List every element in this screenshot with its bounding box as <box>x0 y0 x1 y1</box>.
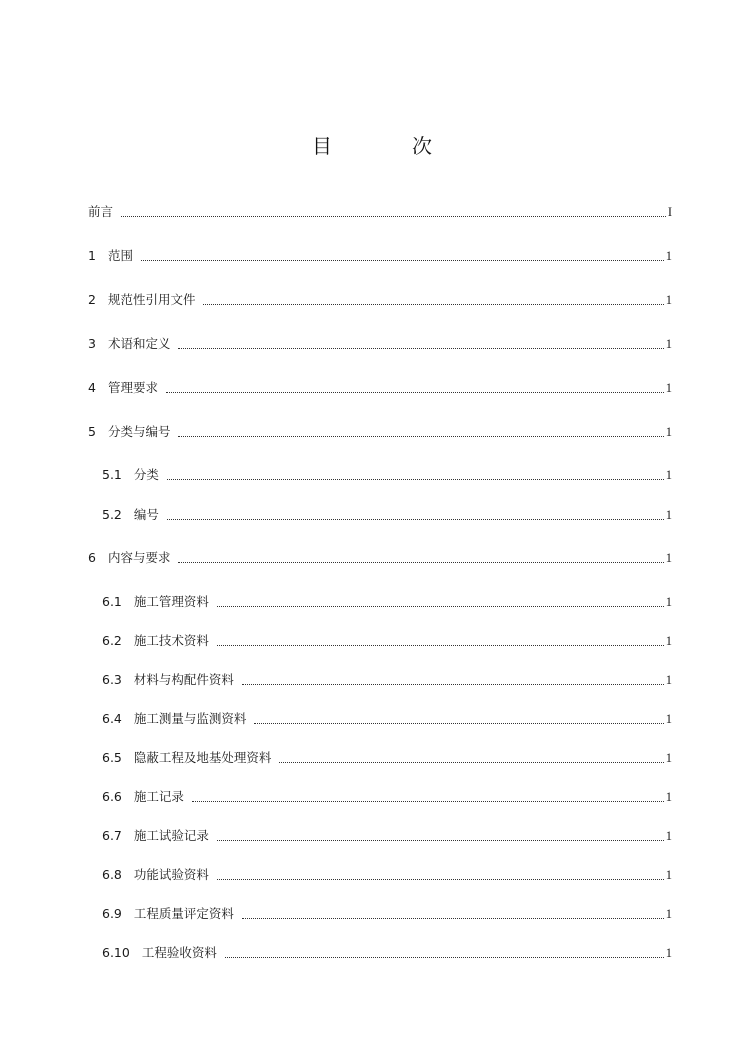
dot-leader <box>217 605 664 607</box>
toc-entry[interactable] <box>88 423 672 441</box>
toc-entry-number: 6.6 <box>102 789 122 804</box>
dot-leader <box>242 683 664 685</box>
toc-entry-label: 分类与编号 <box>107 424 171 439</box>
toc-entry-label: 工程验收资料 <box>141 945 217 960</box>
toc-entry-page-number: 1 <box>665 673 672 687</box>
toc-entry[interactable] <box>102 466 672 484</box>
toc-entry[interactable] <box>102 788 672 806</box>
dot-leader <box>225 956 664 958</box>
toc-entry-label: 范围 <box>107 248 133 263</box>
dot-leader <box>167 478 664 480</box>
toc-entry[interactable] <box>102 671 672 689</box>
toc-entry-page-number: 1 <box>665 868 672 882</box>
dot-leader <box>203 303 663 305</box>
toc-entry[interactable] <box>102 905 672 923</box>
dot-leader <box>242 917 664 919</box>
toc-entry-label: 分类 <box>133 467 159 482</box>
toc-entry[interactable] <box>102 593 672 611</box>
toc-entry[interactable] <box>102 506 672 524</box>
dot-leader <box>178 561 663 563</box>
toc-entry-page-number: 1 <box>665 712 672 726</box>
toc-entry-number: 5.1 <box>102 467 122 482</box>
toc-entry-number: 4 <box>88 380 96 395</box>
toc-entry-number: 6.5 <box>102 750 122 765</box>
toc-entry[interactable] <box>102 866 672 884</box>
toc-entry-number: 6.9 <box>102 906 122 921</box>
toc-entry-page-number: 1 <box>665 381 672 395</box>
toc-entry-label: 施工技术资料 <box>133 633 209 648</box>
toc-entry-page-number: 1 <box>665 337 672 351</box>
toc-entry[interactable] <box>102 632 672 650</box>
toc-entry-number: 1 <box>88 248 96 263</box>
toc-entry[interactable] <box>88 549 672 567</box>
toc-entry-label: 工程质量评定资料 <box>133 906 234 921</box>
toc-entry[interactable] <box>88 335 672 353</box>
toc-entry-page-number: 1 <box>665 595 672 609</box>
toc-entry-number: 6 <box>88 550 96 565</box>
toc-entry-label: 管理要求 <box>107 380 158 395</box>
dot-leader <box>166 391 664 393</box>
toc-entry-page-number: 1 <box>665 293 672 307</box>
toc-entry-number: 5 <box>88 424 96 439</box>
dot-leader <box>217 878 664 880</box>
dot-leader <box>178 347 663 349</box>
dot-leader <box>217 839 664 841</box>
toc-entry-label: 施工试验记录 <box>133 828 209 843</box>
toc-entry[interactable] <box>102 710 672 728</box>
dot-leader <box>217 644 664 646</box>
toc-entry-label: 材料与构配件资料 <box>133 672 234 687</box>
toc-entry[interactable] <box>102 827 672 845</box>
toc-entry[interactable] <box>102 944 672 962</box>
toc-entry-label: 施工测量与监测资料 <box>133 711 247 726</box>
toc-entry-page-number: 1 <box>665 634 672 648</box>
toc-entry-page-number: 1 <box>665 751 672 765</box>
dot-leader <box>279 761 663 763</box>
toc-entry[interactable] <box>102 749 672 767</box>
dot-leader <box>141 259 664 261</box>
toc-entry-page-number: 1 <box>665 907 672 921</box>
toc-entry-number: 6.4 <box>102 711 122 726</box>
toc-entry-label: 术语和定义 <box>107 336 171 351</box>
toc-entry-page-number: 1 <box>665 551 672 565</box>
toc-entry-number: 6.7 <box>102 828 122 843</box>
toc-entry-label: 施工管理资料 <box>133 594 209 609</box>
toc-entry-number: 6.2 <box>102 633 122 648</box>
dot-leader <box>254 722 663 724</box>
dot-leader <box>121 215 666 217</box>
toc-entry[interactable] <box>88 379 672 397</box>
toc-entry-number: 2 <box>88 292 96 307</box>
toc-entry-number: 3 <box>88 336 96 351</box>
toc-entry-label: 前言 <box>88 204 114 219</box>
toc-entry-page-number: 1 <box>665 508 672 522</box>
toc-entry-label: 功能试验资料 <box>133 867 209 882</box>
toc-entry-label: 规范性引用文件 <box>107 292 196 307</box>
toc-entry-label: 施工记录 <box>133 789 184 804</box>
toc-entry[interactable] <box>88 291 672 309</box>
toc-entry-page-number: 1 <box>665 946 672 960</box>
dot-leader <box>178 435 663 437</box>
toc-entry[interactable] <box>88 247 672 265</box>
toc-entry-page-number: 1 <box>665 468 672 482</box>
toc-entry-number: 5.2 <box>102 507 122 522</box>
toc-entry-number: 6.8 <box>102 867 122 882</box>
toc-entry-page-number: 1 <box>665 829 672 843</box>
toc-title: 目 次 <box>312 134 462 158</box>
dot-leader <box>167 518 664 520</box>
toc-entry-page-number: 1 <box>665 790 672 804</box>
toc-entry-label: 内容与要求 <box>107 550 171 565</box>
toc-entry-number: 6.1 <box>102 594 122 609</box>
toc-entry-page-number: 1 <box>665 249 672 263</box>
toc-entry-label: 隐蔽工程及地基处理资料 <box>133 750 272 765</box>
toc-entry-number: 6.3 <box>102 672 122 687</box>
toc-entry-page-number: 1 <box>665 425 672 439</box>
toc-entry[interactable] <box>88 203 672 221</box>
toc-entry-label: 编号 <box>133 507 159 522</box>
toc-entry-page-number: I <box>667 205 672 219</box>
dot-leader <box>192 800 664 802</box>
toc-entry-number: 6.10 <box>102 945 130 960</box>
